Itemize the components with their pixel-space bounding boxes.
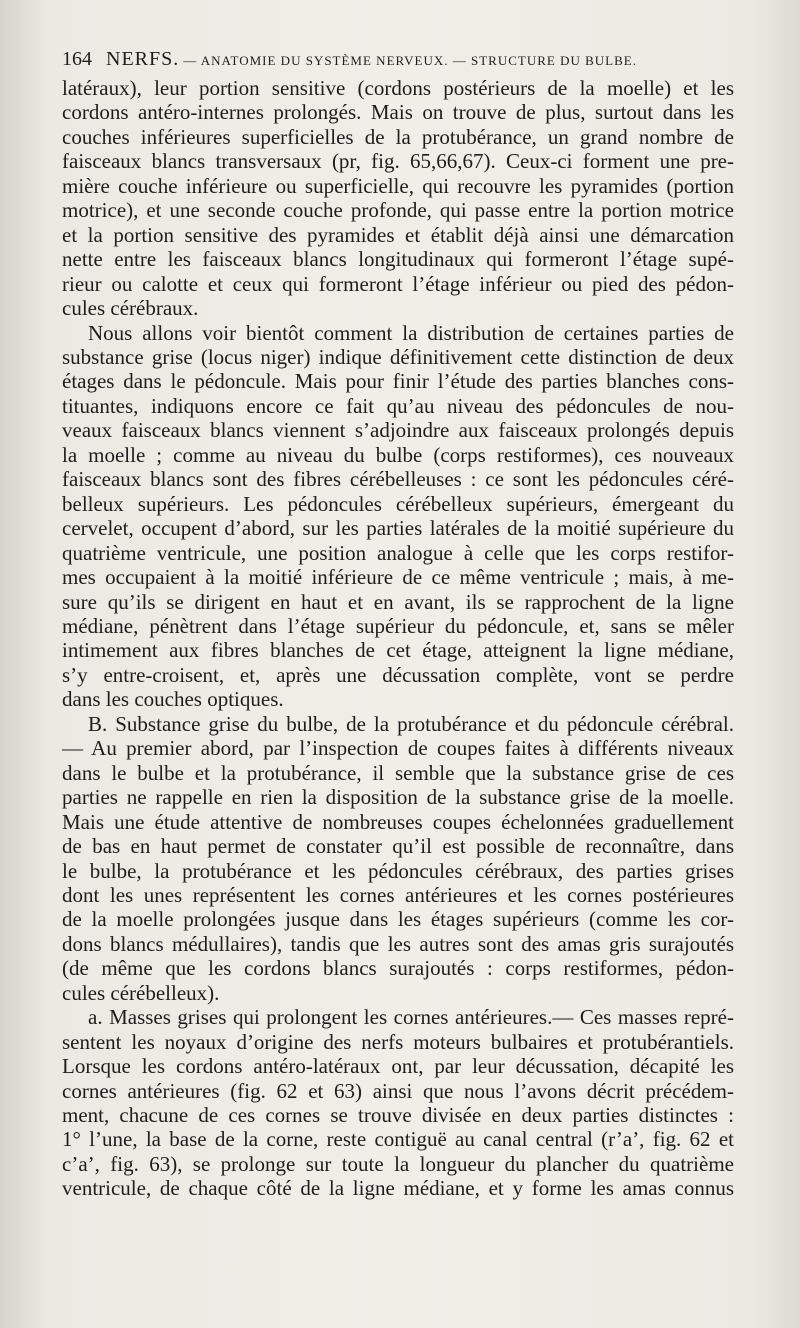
text-line: parties ne rappelle en rien la disposition de la substance grise de la moelle. [62, 785, 734, 810]
text-line: mière couche inférieure ou superficielle, qui recouvre les pyramides (portion [62, 173, 734, 198]
text-line: sentent les noyaux d’origine des nerfs moteurs bulbaires et protubérantiels. [62, 1029, 734, 1054]
text-line: cules cérébraux. [62, 296, 199, 321]
text-line: Mais une étude attentive de nombreuses coupes échelonnées graduellement [62, 809, 734, 834]
text-line: médiane, pénètrent dans l’étage supérieur du pédoncule, et, sans se mêler [62, 613, 734, 638]
text-line: — Au premier abord, par l’inspection de coupes faites à différents niveaux [62, 736, 734, 761]
text-line: Lorsque les cordons antéro-latéraux ont, par leur décussation, décapité les [62, 1054, 734, 1079]
text-line: motrice), et une seconde couche profonde, qui passe entre la portion motrice [62, 198, 734, 223]
page-number: 164 [62, 48, 92, 70]
text-line: faisceaux blancs sont des fibres cérébelleuses : ce sont les pédoncules céré- [62, 467, 734, 492]
text-line: mes occupaient à la moitié inférieure de ce même ventricule ; mais, à me- [62, 565, 734, 590]
text-line: dans le bulbe et la protubérance, il semble que la substance grise de ces [62, 760, 734, 785]
text-line: dons blancs médullaires), tandis que les autres sont des amas gris surajoutés [62, 931, 734, 956]
text-line: ment, chacune de ces cornes se trouve divisée en deux parties distinctes : [62, 1103, 734, 1128]
running-header [62, 48, 752, 74]
text-line: latéraux), leur portion sensitive (cordons postérieurs de la moelle) et les [62, 76, 734, 100]
text-line: nette entre les faisceaux blancs longitudinaux qui formeront l’étage supé- [62, 247, 734, 272]
text-line: ventricule, de chaque côté de la ligne médiane, et y forme les amas connus [62, 1176, 734, 1201]
text-line: substance grise (locus niger) indique définitivement cette distinction de deux [62, 344, 734, 369]
text-line: la moelle ; comme au niveau du bulbe (corps restiformes), ces nouveaux [62, 442, 734, 467]
text-line: cervelet, occupent d’abord, sur les parties latérales de la moitié supérieure du [62, 516, 734, 541]
text-line: intimement aux fibres blanches de cet étage, atteignent la ligne médiane, [62, 638, 734, 663]
paragraph-masses-grises [62, 1005, 734, 1201]
body-text [62, 76, 734, 1201]
text-line: a. Masses grises qui prolongent les cornes antérieures.— Ces masses repré- [88, 1005, 734, 1030]
text-line: faisceaux blancs transversaux (pr, fig. 65,66,67). Ceux-ci forment une pre- [62, 149, 734, 174]
paragraph-substance-grise [62, 712, 734, 1005]
text-line: dans les couches optiques. [62, 687, 284, 712]
text-line: cordons antéro-internes prolongés. Mais on trouve de plus, surtout dans les [62, 100, 734, 125]
text-line: (de même que les cordons blancs surajoutés : corps restiformes, pédon- [62, 956, 734, 981]
text-line: dont les unes représentent les cornes antérieures et les cornes postérieures [62, 882, 734, 907]
text-line: 1° l’une, la base de la corne, reste contiguë au canal central (r’a’, fig. 62 et [62, 1127, 734, 1152]
text-line: couches inférieures superficielles de la protubérance, un grand nombre de [62, 124, 734, 149]
text-line: rieur ou calotte et ceux qui formeront l’étage inférieur ou pied des pédon- [62, 271, 734, 296]
text-line: cornes antérieures (fig. 62 et 63) ainsi que nous l’avons décrit précédem- [62, 1078, 734, 1103]
text-line: s’y entre-croisent, et, après une décussation complète, vont se perdre [62, 662, 734, 687]
text-line: B. Substance grise du bulbe, de la protubérance et du pédoncule cérébral. [88, 711, 734, 736]
text-line: le bulbe, la protubérance et les pédoncules cérébraux, des parties grises [62, 858, 734, 883]
paragraph-pedoncules [62, 321, 734, 712]
text-line: Nous allons voir bientôt comment la distribution de certaines parties de [88, 320, 734, 345]
text-line: étages dans le pédoncule. Mais pour finir l’étude des parties blanches cons- [62, 369, 734, 394]
text-line: cules cérébelleux). [62, 980, 220, 1005]
running-title-main: NERFS. [106, 48, 180, 70]
text-line: de la moelle prolongées jusque dans les étages supérieurs (comme les cor- [62, 907, 734, 932]
text-line: et la portion sensitive des pyramides et établit déjà ainsi une démarcation [62, 222, 734, 247]
text-line: quatrième ventricule, une position analogue à celle que les corps restifor- [62, 540, 734, 565]
text-line: sure qu’ils se dirigent en haut et en avant, ils se rapprochent de la ligne [62, 589, 734, 614]
text-line: c’a’, fig. 63), se prolonge sur toute la longueur du plancher du quatrième [62, 1151, 734, 1176]
running-title-rest: — ANATOMIE DU SYSTÈME NERVEUX. — STRUCTURE DU BULBE. [183, 53, 637, 68]
text-line: de bas en haut permet de constater qu’il est possible de reconnaître, dans [62, 834, 734, 859]
text-line: belleux supérieurs. Les pédoncules cérébelleux supérieurs, émergeant du [62, 491, 734, 516]
paragraph-continuation [62, 76, 734, 321]
text-line: tituantes, indiquons encore ce fait qu’au niveau des pédoncules de nou- [62, 393, 734, 418]
text-line: veaux faisceaux blancs viennent s’adjoindre aux faisceaux prolongés depuis [62, 418, 734, 443]
